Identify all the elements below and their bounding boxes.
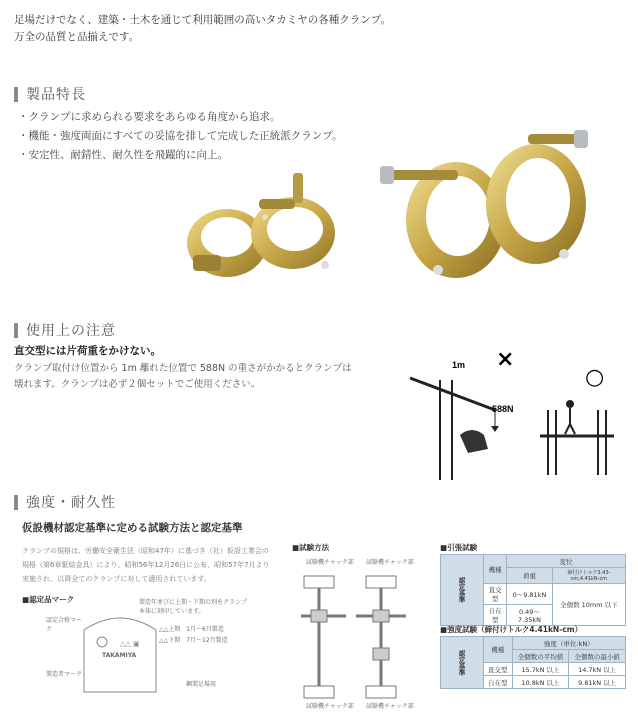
cell-minimum: 14.7kN 以上 xyxy=(569,663,626,676)
cell-average: 10.8kN 以上 xyxy=(512,676,569,689)
features-list xyxy=(18,108,398,165)
caution-description: クランプ取付け位置から 1m 離れた位置で 588N の重さがかかるとクランプは壊れます。クランプは必ず２個セットでご使用ください。 xyxy=(14,363,352,390)
features-heading xyxy=(14,84,86,104)
document-paragraph: クランプの規格は、労働安全衛生法（昭和47年）に基づき（社）仮設工業会の規格（第6章緊結金具）により、昭和56年12月26日に公布、昭和57年7月より実施され、以降全てのクランプに対して適用されています。 xyxy=(22,547,270,583)
chuck-label: 試験機チャック部 xyxy=(306,703,354,710)
worker-figure xyxy=(460,430,488,453)
strength-title: 強度・耐久性 xyxy=(26,495,116,511)
second-half-label: △△下期 7月～12月製造 xyxy=(159,637,228,644)
distance-label: 1m xyxy=(452,360,466,370)
first-half-label: △△上期 1月～6月製造 xyxy=(159,626,224,633)
chuck-label: 試験機チャック部 xyxy=(306,559,354,566)
col-strength: 強度（単位:kN） xyxy=(512,637,625,650)
year-note: 製造年並びに上期・下期の別をクランプ本体に刻印しています。 xyxy=(139,599,248,615)
certification-document xyxy=(14,520,629,715)
caution-title: 使用上の注意 xyxy=(26,323,116,339)
maker-mark-label: 製造者マーク xyxy=(46,671,83,678)
cell-average: 15.7kN 以上 xyxy=(512,663,569,676)
col-displacement: 変位 xyxy=(507,555,626,568)
section-bar xyxy=(14,495,18,510)
mark-heading: ■認定品マーク xyxy=(22,595,75,604)
load-diagram xyxy=(400,340,632,480)
test-method-drawing xyxy=(296,556,431,716)
col-torque: 締付けトルク3.43-cm,4.41kN-cm xyxy=(552,568,625,584)
section-bar xyxy=(14,87,18,102)
cert-mark-label: 認定合格マーク xyxy=(46,617,83,633)
section-bar xyxy=(14,323,18,338)
intro-line-1: 足場だけでなく、建築・土木を通じて利用範囲の高いタカミヤの各種クランプ。 xyxy=(14,14,391,26)
brand-label: TAKAMIYA xyxy=(102,652,137,659)
tensile-side-label: 認定基準 xyxy=(441,555,484,626)
right-angle-clamp-image xyxy=(378,120,608,295)
steel-label: 鋼製足場用 xyxy=(186,681,217,688)
cell-criteria: 全個数 10mm 以下 xyxy=(552,584,625,626)
strength-side-label: 認定基準 xyxy=(441,637,484,689)
cell-minimum: 9.81kN 以上 xyxy=(569,676,626,689)
cell-model: 自在型 xyxy=(484,605,507,626)
caution-heading xyxy=(14,320,116,340)
cell-model: 自在型 xyxy=(484,676,513,689)
col-model: 機種 xyxy=(484,555,507,584)
load-label: 588N xyxy=(492,404,514,414)
col-model: 機種 xyxy=(484,637,513,663)
col-minimum: 全個数の最小値 xyxy=(569,650,626,663)
swivel-clamp-image xyxy=(175,165,355,300)
document-title: 仮設機材認定基準に定める試験方法と認定基準 xyxy=(22,522,243,534)
cell-load: 0～9.81kN xyxy=(507,584,553,605)
strength-test-table xyxy=(440,636,626,689)
intro-text xyxy=(14,12,624,46)
feature-item: ・機能・強度両面にすべての妥協を排して完成した正統派クランプ。 xyxy=(18,130,343,142)
col-load: 荷重 xyxy=(507,568,553,584)
cell-model: 直交型 xyxy=(484,663,513,676)
feature-item: ・安定性、耐錆性、耐久性を飛躍的に向上。 xyxy=(18,149,228,161)
mark-triangles: △△ ▣ xyxy=(120,640,140,648)
intro-line-2: 万全の品質と品揃えです。 xyxy=(14,31,140,43)
features-title: 製品特長 xyxy=(26,87,86,103)
bad-mark: × xyxy=(496,347,515,372)
worker-figure xyxy=(566,400,574,408)
feature-item: ・クランプに求められる要求をあらゆる角度から追求。 xyxy=(18,111,281,123)
tensile-heading: ■引張試験 xyxy=(440,543,478,552)
chuck-label: 試験機チャック部 xyxy=(366,703,414,710)
cell-load: 0.49～7.35kN xyxy=(507,605,553,626)
col-average: 全個数の平均値 xyxy=(512,650,569,663)
chuck-label: 試験機チャック部 xyxy=(366,559,414,566)
test-method-heading: ■試験方法 xyxy=(292,543,330,552)
strength-test-heading: ■強度試験（締付けトルク4.41kN-cm） xyxy=(440,625,583,634)
good-mark: ○ xyxy=(585,365,605,390)
cell-model: 直交型 xyxy=(484,584,507,605)
tensile-table xyxy=(440,554,626,626)
strength-heading xyxy=(14,492,116,512)
caution-warning: 直交型には片荷重をかけない。 xyxy=(14,345,161,357)
